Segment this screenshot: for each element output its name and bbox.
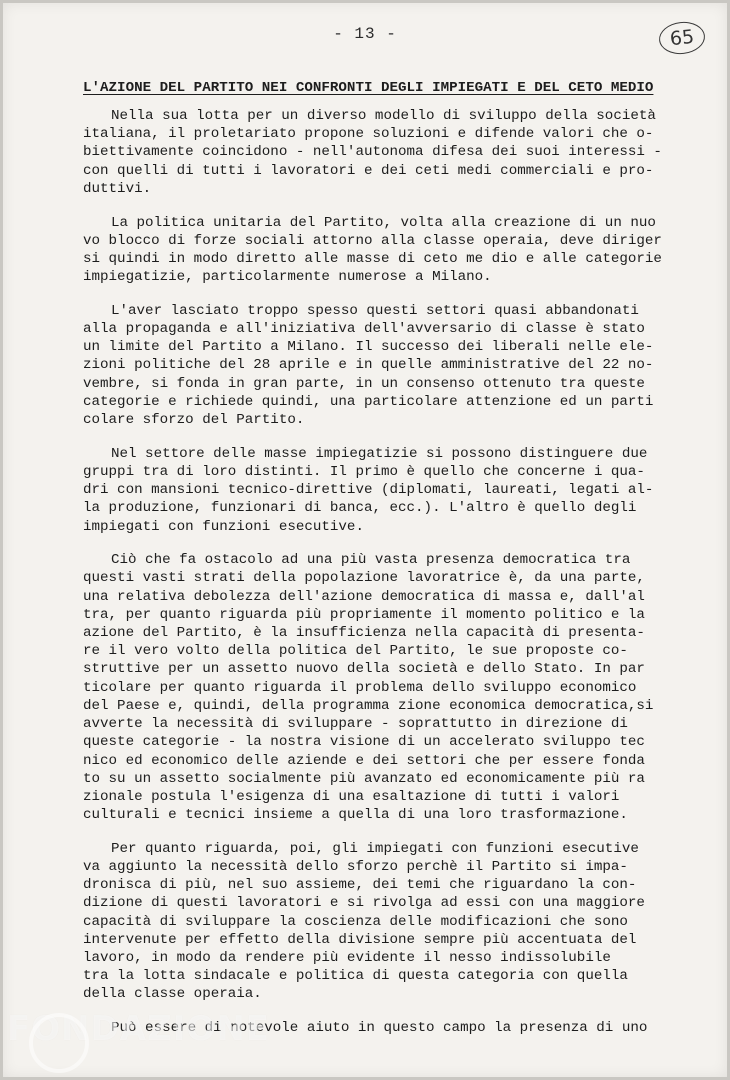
- document-body: [83, 107, 683, 1053]
- text-line: colare sforzo del Partito.: [83, 412, 305, 429]
- text-line: duttivi.: [83, 180, 152, 197]
- text-line: vembre, si fonda in gran parte, in un consenso ottenuto tra queste: [83, 375, 645, 392]
- text-line: tra, per quanto riguarda più propriamente il momento politico e la: [83, 606, 645, 623]
- paragraph: [83, 302, 683, 429]
- text-line: La politica unitaria del Partito, volta alla creazione di un nuo: [111, 214, 656, 231]
- document-title: L'AZIONE DEL PARTITO NEI CONFRONTI DEGLI IMPIEGATI E DEL CETO MEDIO: [83, 80, 654, 96]
- text-line: lavoro, in modo da rendere più evidente il nesso indissolubile: [83, 950, 611, 967]
- text-line: impiegati con funzioni esecutive.: [83, 518, 364, 535]
- text-line: Nel settore delle masse impiegatizie si possono distinguere due: [111, 445, 648, 462]
- text-line: biettivamente coincidono - nell'autonoma difesa dei suoi interessi -: [83, 144, 662, 161]
- text-line: del Paese e, quindi, della programma zione economica democratica,si: [83, 697, 654, 714]
- text-line: vo blocco di forze sociali attorno alla classe operaia, deve diriger: [83, 232, 662, 249]
- text-line: struttive per un assetto nuovo della società e dello Stato. In par: [83, 661, 645, 678]
- page-number: - 13 -: [333, 25, 397, 43]
- document-page: [3, 3, 727, 1077]
- text-line: nico ed economico delle aziende e dei settori che per essere fonda: [83, 752, 645, 769]
- text-line: Può essere di notevole aiuto in questo campo la presenza di uno: [111, 1020, 648, 1037]
- text-line: zionale postula l'esigenza di una esaltazione di tutti i valori: [83, 788, 620, 805]
- text-line: L'aver lasciato troppo spesso questi settori quasi abbandonati: [111, 302, 639, 319]
- text-line: italiana, il proletariato propone soluzioni e difende valori che o-: [83, 126, 654, 143]
- text-line: to su un assetto socialmente più avanzato ed economicamente più ra: [83, 770, 645, 787]
- paragraph: [83, 840, 683, 1004]
- paragraph: [83, 551, 683, 824]
- watermark-logo: FONDAZIONE: [7, 1009, 271, 1049]
- text-line: categorie e richiede quindi, una particolare attenzione ed un parti: [83, 393, 654, 410]
- text-line: questi vasti strati della popolazione lavoratrice è, da una parte,: [83, 570, 645, 587]
- text-line: capacità di sviluppare la coscienza delle modificazioni che sono: [83, 913, 628, 930]
- text-line: alla propaganda e all'iniziativa dell'avversario di classe è stato: [83, 321, 645, 338]
- text-line: dronisca di più, nel suo assieme, dei temi che riguardano la con-: [83, 877, 637, 894]
- text-line: va aggiunto la necessità dello sforzo perchè il Partito si impa-: [83, 859, 628, 876]
- text-line: re il vero volto della politica del Partito, le sue proposte co-: [83, 643, 628, 660]
- text-line: Ciò che fa ostacolo ad una più vasta presenza democratica tra: [111, 552, 631, 569]
- watermark-logo-icon: [29, 1013, 89, 1073]
- text-line: la produzione, funzionari di banca, ecc.). L'altro è quello degli: [83, 500, 637, 517]
- paragraph: [83, 445, 683, 536]
- text-line: Nella sua lotta per un diverso modello di sviluppo della società: [111, 108, 656, 124]
- text-line: intervenute per effetto della divisione sempre più accentuata del: [83, 931, 637, 948]
- text-line: una relativa debolezza dell'azione democratica di massa e, dall'al: [83, 588, 645, 605]
- text-line: impiegatizie, particolarmente numerose a Milano.: [83, 269, 492, 286]
- text-line: con quelli di tutti i lavoratori e dei ceti medi commerciali e pro-: [83, 162, 654, 179]
- text-line: dri con mansioni tecnico-direttive (diplomati, laureati, legati al-: [83, 482, 654, 499]
- text-line: ticolare per quanto riguarda il problema dello sviluppo economico: [83, 679, 637, 696]
- text-line: queste categorie - la nostra visione di un accelerato sviluppo tec: [83, 734, 645, 751]
- text-line: gruppi tra di loro distinti. Il primo è quello che concerne i qua-: [83, 463, 645, 480]
- text-line: si quindi in modo diretto alle masse di ceto me dio e alle categorie: [83, 250, 662, 267]
- text-line: avverte la necessità di sviluppare - soprattutto in direzione di: [83, 716, 628, 733]
- paragraph: [83, 214, 683, 287]
- text-line: della classe operaia.: [83, 986, 262, 1003]
- text-line: azione del Partito, è la insufficienza nella capacità di presenta-: [83, 625, 645, 642]
- text-line: tra la lotta sindacale e politica di questa categoria con quella: [83, 968, 628, 985]
- text-line: culturali e tecnici insieme a quella di una loro trasformazione.: [83, 807, 628, 824]
- text-line: dizione di questi lavoratori e si rivolga ad essi con una maggiore: [83, 895, 645, 912]
- text-line: un limite del Partito a Milano. Il successo dei liberali nelle ele-: [83, 339, 654, 356]
- archive-stamp: 65: [657, 20, 706, 57]
- text-line: zioni politiche del 28 aprile e in quelle amministrative del 22 no-: [83, 357, 654, 374]
- text-line: Per quanto riguarda, poi, gli impiegati con funzioni esecutive: [111, 840, 639, 857]
- paragraph: [83, 107, 683, 198]
